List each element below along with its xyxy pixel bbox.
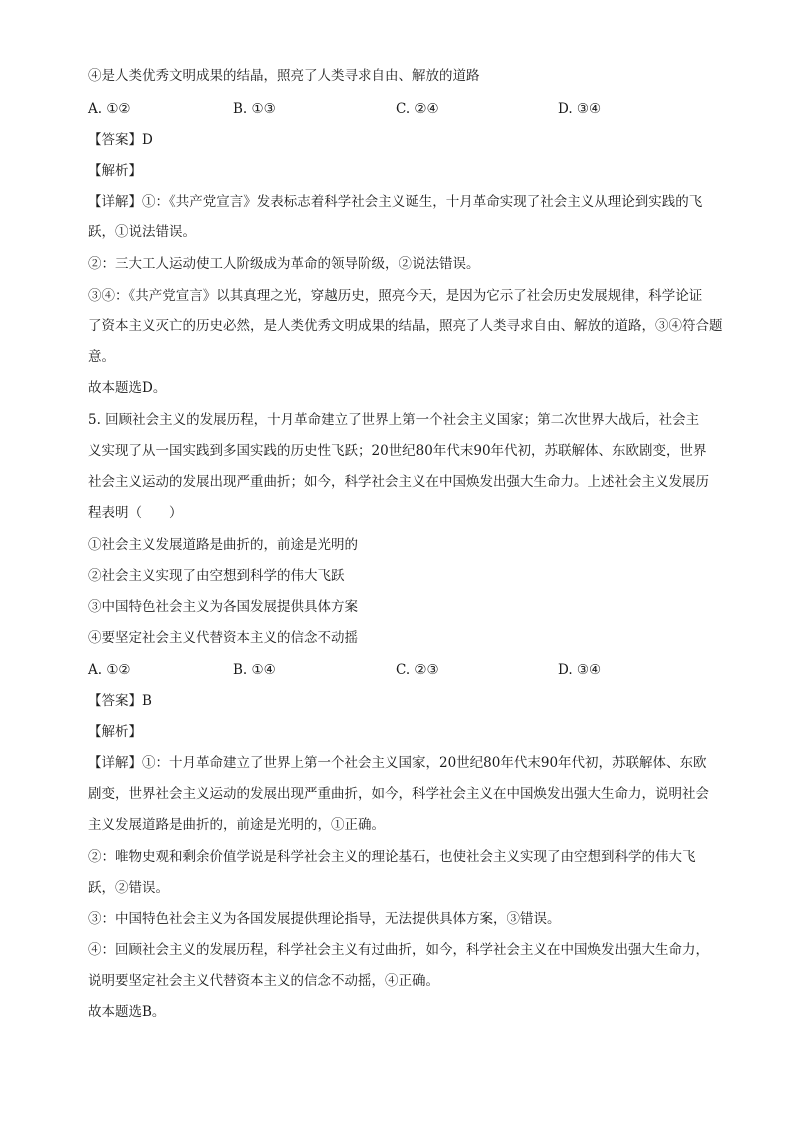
- q4-statement-4: ④是人类优秀文明成果的结晶，照亮了人类寻求自由、解放的道路: [88, 68, 480, 84]
- q4-detail-line: 意。: [88, 349, 115, 365]
- q5-options: [88, 660, 728, 680]
- q5-statement-4: ④要坚定社会主义代替资本主义的信念不动摇: [88, 630, 358, 646]
- q5-stem-line: 社会主义运动的发展出现严重曲折；如今，科学社会主义在中国焕发出强大生命力。上述社会主义发展历: [88, 474, 709, 490]
- q5-detail-line: ③：中国特色社会主义为各国发展提供理论指导，无法提供具体方案，③错误。: [88, 911, 561, 927]
- q5-option-d: D. ③④: [558, 662, 602, 678]
- q5-stem-line: 程表明（ ）: [88, 505, 183, 521]
- q5-answer: 【答案】B: [88, 693, 152, 709]
- q5-option-b: B. ①④: [233, 662, 276, 678]
- q4-option-c: C. ②④: [396, 101, 439, 117]
- q4-option-a: A. ①②: [88, 101, 131, 117]
- q5-detail-line: 跃，②错误。: [88, 880, 169, 896]
- q5-analysis-label: 【解析】: [88, 724, 142, 740]
- q4-answer: 【答案】D: [88, 132, 153, 148]
- q5-conclusion: 故本题选B。: [88, 1004, 166, 1020]
- q5-detail-line: ②：唯物史观和剩余价值学说是科学社会主义的理论基石，也使社会主义实现了由空想到科学的伟大飞: [88, 849, 696, 865]
- q4-option-d: D. ③④: [558, 101, 602, 117]
- q4-analysis-label: 【解析】: [88, 163, 142, 179]
- q5-stem-line: 义实现了从一国实践到多国实践的历史性飞跃；20世纪80年代末90年代初，苏联解体、东欧剧变，世界: [88, 443, 707, 459]
- q5-option-a: A. ①②: [88, 662, 131, 678]
- q4-detail-line: ②：三大工人运动使工人阶级成为革命的领导阶级，②说法错误。: [88, 256, 480, 272]
- q5-detail-line: 主义发展道路是曲折的，前途是光明的，①正确。: [88, 817, 385, 833]
- q5-statement-1: ①社会主义发展道路是曲折的，前途是光明的: [88, 537, 358, 553]
- q4-detail-line: 跃，①说法错误。: [88, 224, 196, 240]
- q5-statement-3: ③中国特色社会主义为各国发展提供具体方案: [88, 599, 358, 615]
- q4-options: [88, 99, 728, 119]
- q4-detail-line: 【详解】①：《共产党宣言》发表标志着科学社会主义诞生，十月革命实现了社会主义从理论到实践的飞: [88, 194, 703, 210]
- q5-statement-2: ②社会主义实现了由空想到科学的伟大飞跃: [88, 568, 345, 584]
- q5-detail-line: 说明要坚定社会主义代替资本主义的信念不动摇，④正确。: [88, 973, 439, 989]
- q4-conclusion: 故本题选D。: [88, 380, 167, 396]
- q5-detail-line: 【详解】①：十月革命建立了世界上第一个社会主义国家，20世纪80年代末90年代初，苏联解体、东欧: [88, 755, 707, 771]
- q4-detail-line: ③④：《共产党宣言》以其真理之光，穿越历史，照亮今天，是因为它示了社会历史发展规律，科学论证: [88, 288, 703, 304]
- q5-detail-line: ④：回顾社会主义的发展历程，科学社会主义有过曲折，如今，科学社会主义在中国焕发出强大生命力，: [88, 942, 709, 958]
- q5-option-c: C. ②③: [396, 662, 439, 678]
- q5-detail-line: 剧变，世界社会主义运动的发展出现严重曲折，如今，科学社会主义在中国焕发出强大生命力，说明社会: [88, 786, 709, 802]
- q4-option-b: B. ①③: [233, 101, 276, 117]
- q5-stem-line: 5. 回顾社会主义的发展历程，十月革命建立了世界上第一个社会主义国家；第二次世界大战后，社会主: [88, 412, 700, 428]
- q4-detail-line: 了资本主义灭亡的历史必然，是人类优秀文明成果的结晶，照亮了人类寻求自由、解放的道路，③④符合题: [88, 318, 723, 334]
